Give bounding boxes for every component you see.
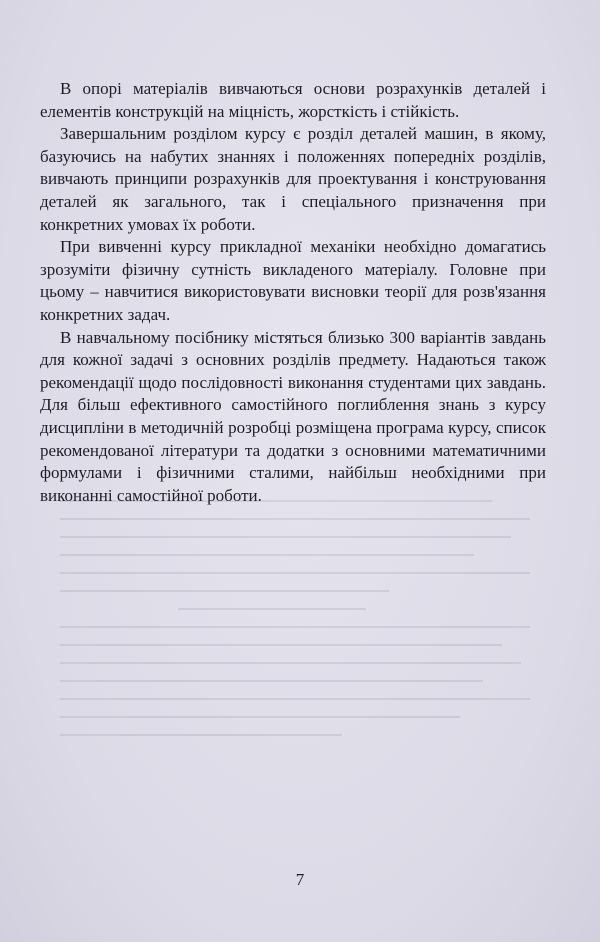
paragraph-2: Завершальним розділом курсу є розділ деталей машин, в якому, базуючись на набутих знаннях і положеннях попередніх розділів, вивчають принципи розрахунків для проектування і конструювання деталей як загального, так і спеціального призначення при конкретних умовах їх роботи. <box>40 124 546 234</box>
paragraph-3: При вивченні курсу прикладної механіки необхідно домагатись зрозуміти фізичну сутність викладеного матеріалу. Головне при цьому – навчитися використовувати висновки теорії для розв'язання конкретних задач. <box>40 237 546 324</box>
paragraph-4: В навчальному посібнику містяться близько 300 варіантів завдань для кожної задачі з основних розділів предмету. Надаються також рекомендації щодо послідовності виконання студентами цих завдань. Для більш ефективного самостійного поглиблення знань з курсу дисципліни в методичній розробці розміщена програма курсу, список рекомендованої літератури та додатки з основними математичними формулами і фізичними сталими, найбільш необхідними при виконанні самостійної роботи. <box>40 327 546 505</box>
page-number: 7 <box>295 870 305 889</box>
bleed-through-texture <box>60 500 530 840</box>
paragraph-1: В опорі матеріалів вивчаються основи розрахунків деталей і елементів конструкцій на міцність, жорсткість і стійкість. <box>40 79 546 121</box>
body-text <box>40 78 546 507</box>
